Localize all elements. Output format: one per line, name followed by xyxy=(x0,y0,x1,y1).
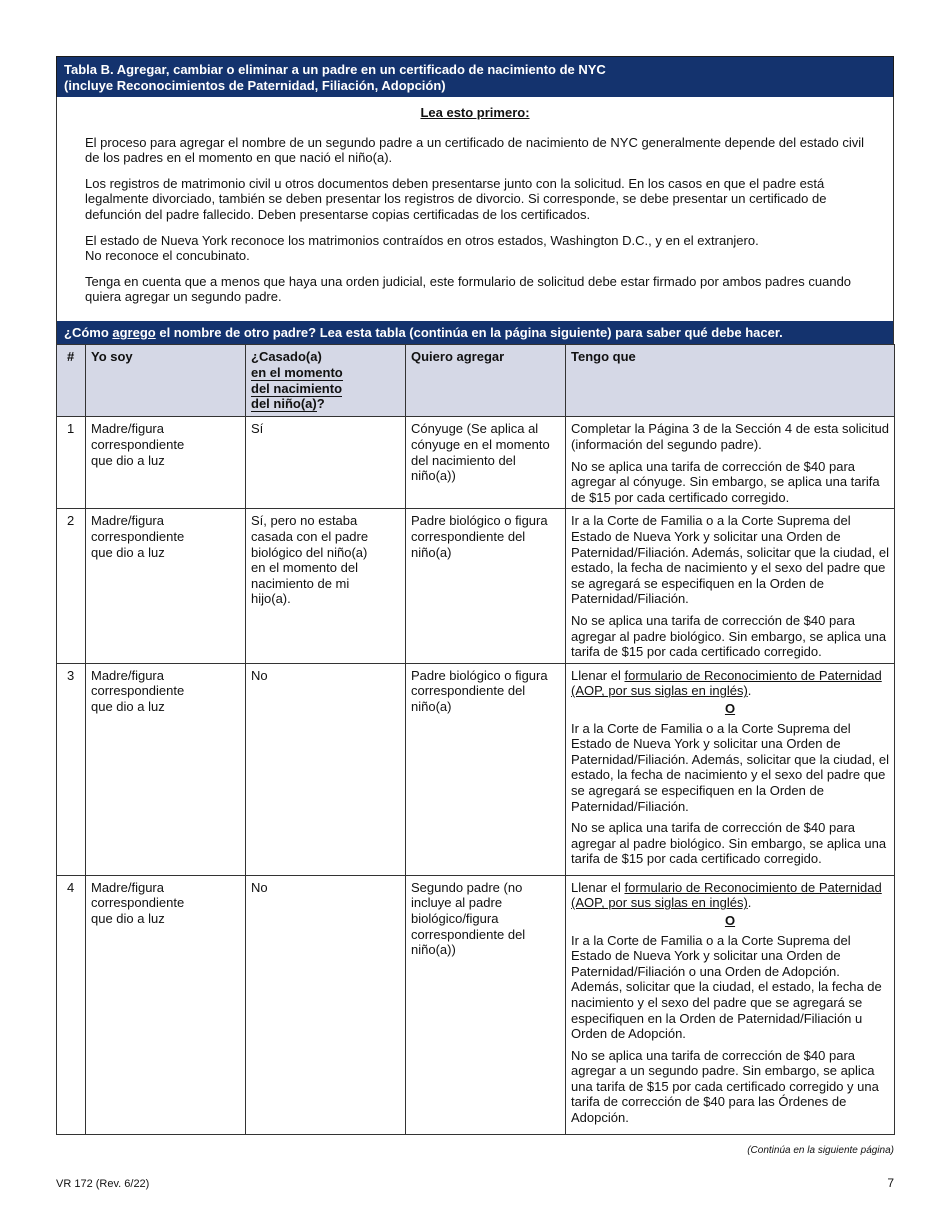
row-num: 4 xyxy=(57,875,86,1134)
tengo-paragraph: Ir a la Corte de Familia o a la Corte Suprema del Estado de Nueva York y solicitar una Orden de Paternidad/Filiación. Además, solicitar que la ciudad, el estado, la fecha de nacimiento y el sexo del padre que se agregará se especifiquen en la Orden de Paternidad/Filiación. xyxy=(571,513,889,607)
intro-section xyxy=(56,97,894,321)
aop-form-link[interactable]: formulario de Reconocimiento de Paternidad (AOP, por sus siglas en inglés) xyxy=(571,667,882,699)
read-first-heading: Lea esto primero: xyxy=(420,105,530,120)
casado-qmark: ? xyxy=(316,396,325,412)
how-to-underlined: agrego xyxy=(112,324,156,340)
how-to-prefix: ¿Cómo xyxy=(64,324,113,340)
parent-table xyxy=(56,344,895,1134)
continued-note: (Continúa en la siguiente página) xyxy=(747,1145,894,1156)
tengo-paragraph: No se aplica una tarifa de corrección de $40 para agregar a un segundo padre. Sin embargo, se aplica una tarifa de $15 por cada certificado corregido y una tarifa de corrección de $40 para las Órdenes de Adopción. xyxy=(571,1047,879,1126)
table-row xyxy=(57,417,895,509)
row-num: 2 xyxy=(57,509,86,663)
row-quiero: Padre biológico o figura correspondiente del niño(a) xyxy=(406,663,566,875)
casado-line1: ¿Casado(a) xyxy=(251,349,322,365)
intro-paragraph: Los registros de matrimonio civil u otros documentos deben presentarse junto con la solicitud. En los casos en que el padre está legalmente divorciado, también se deben presentar los registros de divorcio. Si corresponde, se debe presentar un certificado de defunción del padre fallecido. Deben presentarse copias certificadas de los certificados. xyxy=(85,175,827,222)
row-quiero: Cónyuge (Se aplica al cónyuge en el momento del nacimiento del niño(a)) xyxy=(406,417,566,509)
table-b-header xyxy=(56,56,894,97)
intro-line: El estado de Nueva York reconoce los matrimonios contraídos en otros estados, Washington D.C., y en el extranjero. xyxy=(85,232,759,248)
row-quiero xyxy=(406,875,566,1134)
form-id: VR 172 (Rev. 6/22) xyxy=(56,1178,150,1190)
intro-paragraph xyxy=(85,233,865,264)
row-quiero: Padre biológico o figura correspondiente del niño(a) xyxy=(406,509,566,663)
table-header-row xyxy=(57,345,895,417)
table-b-title: Tabla B. Agregar, cambiar o eliminar a un padre en un certificado de nacimiento de NYC xyxy=(64,62,606,77)
row-yo-soy xyxy=(86,875,246,1134)
row-yo-soy-text: Madre/figura correspondiente que dio a luz xyxy=(91,421,185,468)
row-tengo xyxy=(566,875,895,1134)
table-row xyxy=(57,875,895,1134)
intro-line: No reconoce el concubinato. xyxy=(85,248,250,264)
row-casado xyxy=(246,509,406,663)
row-tengo xyxy=(566,663,895,875)
or-separator: O xyxy=(724,700,736,716)
casado-line4: del niño(a) xyxy=(251,396,317,412)
row-yo-soy xyxy=(86,663,246,875)
table-row xyxy=(57,509,895,663)
tengo-aop-paragraph xyxy=(571,668,889,699)
row-casado: No xyxy=(246,663,406,875)
row-num: 3 xyxy=(57,663,86,875)
row-yo-soy xyxy=(86,509,246,663)
how-to-header xyxy=(56,321,894,345)
row-tengo xyxy=(566,509,895,663)
col-tengo-header: Tengo que xyxy=(566,345,895,417)
table-b-subtitle: (incluye Reconocimientos de Paternidad, Filiación, Adopción) xyxy=(64,77,446,93)
tengo-paragraph: Ir a la Corte de Familia o a la Corte Suprema del Estado de Nueva York y solicitar una Orden de Paternidad/Filiación o una Orden de Adopción. Además, solicitar que la ciudad, el estado, la fecha de nacimiento y el sexo del padre que se agregará se especifiquen en la Orden de Paternidad/Filiación u Orden de Adopción. xyxy=(571,932,882,1042)
col-quiero-header: Quiero agregar xyxy=(406,345,566,417)
casado-line2: en el momento xyxy=(251,365,343,381)
tengo-post: . xyxy=(747,683,752,699)
intro-paragraph: El proceso para agregar el nombre de un segundo padre a un certificado de nacimiento de NYC generalmente depende del estado civil de los padres en el momento en que nació el niño(a). xyxy=(85,134,865,166)
table-b-frame xyxy=(56,56,894,1135)
or-separator: O xyxy=(724,912,736,928)
table-row xyxy=(57,663,895,875)
tengo-pre: Llenar el xyxy=(571,879,625,895)
row-tengo xyxy=(566,417,895,509)
row-casado-text: Sí, pero no estaba casada con el padre biológico del niño(a) en el momento del nacimiento de mi hijo(a). xyxy=(251,513,369,607)
how-to-suffix: el nombre de otro padre? Lea esta tabla (continúa en la página siguiente) para saber qué debe hacer. xyxy=(155,324,783,340)
row-quiero-text: Segundo padre (no incluye al padre biológico/figura correspondiente del niño(a)) xyxy=(411,879,526,958)
row-casado: Sí xyxy=(246,417,406,509)
row-yo-soy xyxy=(86,417,246,509)
tengo-post: . xyxy=(747,895,752,911)
intro-paragraph: Tenga en cuenta que a menos que haya una orden judicial, este formulario de solicitud debe estar firmado por ambos padres cuando quiera agregar un segundo padre. xyxy=(85,273,852,305)
tengo-paragraph: No se aplica una tarifa de corrección de $40 para agregar al padre biológico. Sin embargo, se aplica una tarifa de $15 por cada certificado corregido. xyxy=(571,820,887,867)
row-casado: No xyxy=(246,875,406,1134)
col-num-header: # xyxy=(57,345,86,417)
tengo-paragraph: No se aplica una tarifa de corrección de $40 para agregar al cónyuge. Sin embargo, se aplica una tarifa de $15 por cada certificado corregido. xyxy=(571,458,880,505)
col-casado-header xyxy=(246,345,406,417)
casado-line3: del nacimiento xyxy=(251,380,343,396)
page-number: 7 xyxy=(887,1176,894,1190)
tengo-paragraph: Ir a la Corte de Familia o a la Corte Suprema del Estado de Nueva York y solicitar una Orden de Paternidad/Filiación. Además, solicitar que la ciudad, el estado, la fecha de nacimiento y el sexo del padre que se agregará se especifiquen en la Orden de Paternidad/Filiación. xyxy=(571,720,889,814)
tengo-paragraph: No se aplica una tarifa de corrección de $40 para agregar al padre biológico. Sin embargo, se aplica una tarifa de $15 por cada certificado corregido. xyxy=(571,612,887,660)
tengo-pre: Llenar el xyxy=(571,667,625,683)
row-num: 1 xyxy=(57,417,86,509)
row-yo-soy-text: Madre/figura correspondiente que dio a luz xyxy=(91,879,185,926)
row-yo-soy-text: Madre/figura correspondiente que dio a luz xyxy=(91,667,185,714)
tengo-paragraph: Completar la Página 3 de la Sección 4 de esta solicitud (información del segundo padre). xyxy=(571,421,889,453)
aop-form-link[interactable]: formulario de Reconocimiento de Paternidad (AOP, por sus siglas en inglés) xyxy=(571,879,882,911)
row-yo-soy-text: Madre/figura correspondiente que dio a luz xyxy=(91,513,185,560)
col-yo-soy-header: Yo soy xyxy=(86,345,246,417)
tengo-aop-paragraph xyxy=(571,880,889,911)
